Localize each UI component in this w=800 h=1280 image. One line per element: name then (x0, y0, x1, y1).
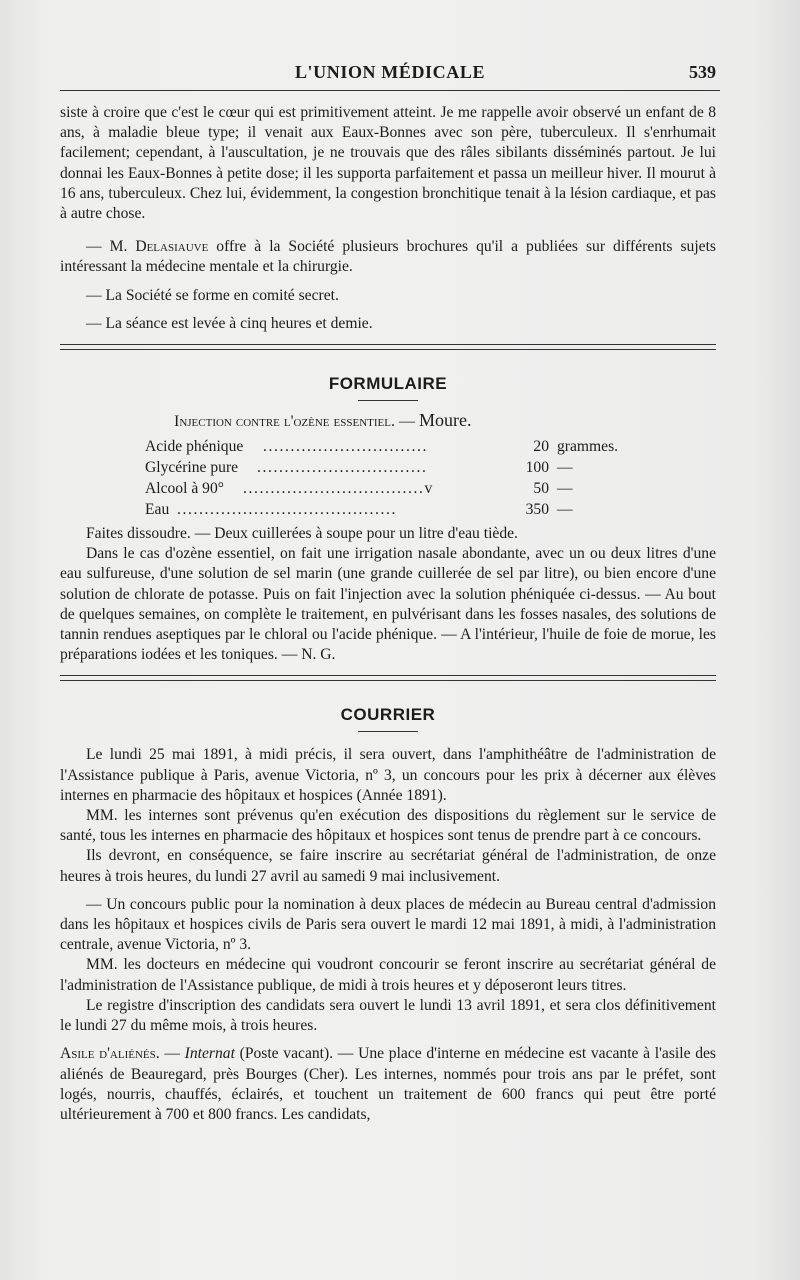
ingredient-leader: .............................. (263, 438, 428, 456)
ingredient-unit: — (557, 480, 573, 498)
courrier-paragraph-6: Le registre d'inscription des candidats sera ouvert le lundi 13 avril 1891, et sera clos définitivement le lundi 27 du même mois, à trois heures. (60, 996, 716, 1035)
intro-paragraph-4: — La séance est levée à cinq heures et demie. (86, 314, 373, 332)
formula-dash: — (394, 413, 419, 431)
page-content (60, 103, 716, 1125)
page-header (60, 60, 720, 90)
ingredient-quantity: 20 (533, 438, 549, 456)
courrier-paragraph-7 (60, 1044, 716, 1125)
ingredient-quantity: 50 (533, 480, 549, 498)
intro-paragraph-3: — La Société se forme en comité secret. (86, 286, 339, 304)
courrier-title: COURRIER (340, 705, 436, 725)
ingredient-row (145, 478, 625, 499)
header-rule (60, 90, 720, 91)
ingredient-quantity: 350 (525, 501, 549, 519)
ingredient-leader: .................................v (243, 480, 434, 498)
ingredient-unit: — (557, 501, 573, 519)
asylum-text: (Poste vacant). — Une place d'interne en médecine est vacante à l'asile des aliénés de Beauregard, près Bourges (Cher). Les internes, nommés pour trois ans par le préfet, sont logés, nourris, chauffés, éclairés, et touchent un traitement de 600 francs qui peut être porté ultérieurement à 700 et 800 francs. Les candidats, (60, 1045, 716, 1123)
section-divider (60, 344, 716, 350)
courrier-paragraph-2: MM. les internes sont prévenus qu'en exécution des dispositions du règlement sur le service de santé, tous les internes en pharmacie des hôpitaux et hospices sont tenus de prendre part à ce concours. (60, 807, 716, 845)
courrier-paragraph-3: Ils devront, en conséquence, se faire inscrire au secrétariat général de l'administration, de onze heures à trois heures, du lundi 27 avril au samedi 9 mai inclusivement. (60, 847, 716, 885)
formula-instructions (60, 524, 716, 665)
formulaire-title: FORMULAIRE (328, 374, 448, 394)
formula-name: Injection contre l'ozène essentiel. (174, 413, 395, 431)
speaker-name: Delasiauve (135, 238, 209, 256)
intro-paragraph-2 (60, 237, 716, 277)
page-number: 539 (689, 62, 716, 82)
ingredient-quantity: 100 (525, 459, 549, 477)
intro-paragraph-2-prefix: — M. (86, 238, 136, 256)
formula-body-text: Dans le cas d'ozène essentiel, on fait une irrigation nasale abondante, avec un ou deux litres d'une eau sulfureuse, d'une solution de sel marin (une grande cuillerée de sel par litre), ou bien encore d'une solution de chlorate de potasse. Puis on fait l'injection avec la solution phéniquée ci-dessus. — Au bout de quelques semaines, on complète le traitement, en pulvérisant dans les fosses nasales, des solutions de tannin rendues aseptiques par le chloral ou l'acide phénique. — A l'intérieur, l'huile de foie de morue, les préparations iodées et les toniques. — N. G. (60, 545, 716, 664)
ingredient-leader: ............................... (257, 459, 428, 477)
courrier-paragraph-5: MM. les docteurs en médecine qui voudront concourir se feront inscrire au secrétariat général de l'administration de l'Assistance publique, de midi à trois heures et y déposeront leurs titres. (60, 956, 716, 994)
asylum-label: Asile d'aliénés. (60, 1045, 160, 1063)
journal-title: L'UNION MÉDICALE (294, 62, 486, 82)
formula-author: Moure. (418, 410, 472, 431)
ingredient-name: Eau (145, 501, 170, 519)
ingredient-name: Acide phénique (145, 438, 244, 456)
intro-paragraph-2-rest: offre à la Société plusieurs brochures qu'il a publiées sur différents sujets intéressant la médecine mentale et la chirurgie. (60, 238, 716, 276)
intro-paragraph-1: siste à croire que c'est le cœur qui est primitivement atteint. Je me rappelle avoir observé un enfant de 8 ans, à maladie bleue type; il venait aux Eaux-Bonnes avec son père, tuberculeux. Il s'enrhumait facilement; cependant, à l'auscultation, je ne trouvais que des râles sibilants disséminés partout. Je lui donnai les Eaux-Bonnes à petite dose; il les supporta parfaitement et passa un meilleur hiver. Il mourut à 16 ans, tuberculeux. Chez lui, évidemment, la congestion bronchitique tenait à la lésion cardiaque, et pas à autre chose. (60, 104, 716, 223)
ingredient-name: Glycérine pure (145, 459, 239, 477)
ingredient-leader: ........................................ (177, 501, 397, 519)
ingredient-name: Alcool à 90° (145, 480, 224, 498)
internat-label: Internat (184, 1045, 235, 1063)
ingredient-unit: — (557, 459, 573, 477)
asylum-dash: — (159, 1045, 185, 1063)
ingredient-row (145, 499, 625, 520)
formulaire-title-underline (358, 400, 418, 401)
ingredient-list (60, 436, 716, 520)
formula-heading (60, 410, 716, 432)
section-divider (60, 675, 716, 681)
ingredient-row (145, 436, 625, 457)
formula-instruction: Faites dissoudre. — Deux cuillerées à soupe pour un litre d'eau tiède. (86, 525, 518, 543)
ingredient-unit: grammes. (557, 438, 619, 456)
courrier-paragraph-1: Le lundi 25 mai 1891, à midi précis, il sera ouvert, dans l'amphithéâtre de l'administration de l'Assistance publique à Paris, avenue Victoria, nº 3, un concours pour les prix à décerner aux élèves internes en pharmacie des hôpitaux et hospices (Année 1891). (60, 746, 716, 804)
courrier-paragraph-4: — Un concours public pour la nomination à deux places de médecin au Bureau central d'admission dans les hôpitaux et hospices civils de Paris sera ouvert le mardi 12 mai 1891, à midi, à l'administration centrale, avenue Victoria, nº 3. (60, 895, 716, 954)
ingredient-row (145, 457, 625, 478)
